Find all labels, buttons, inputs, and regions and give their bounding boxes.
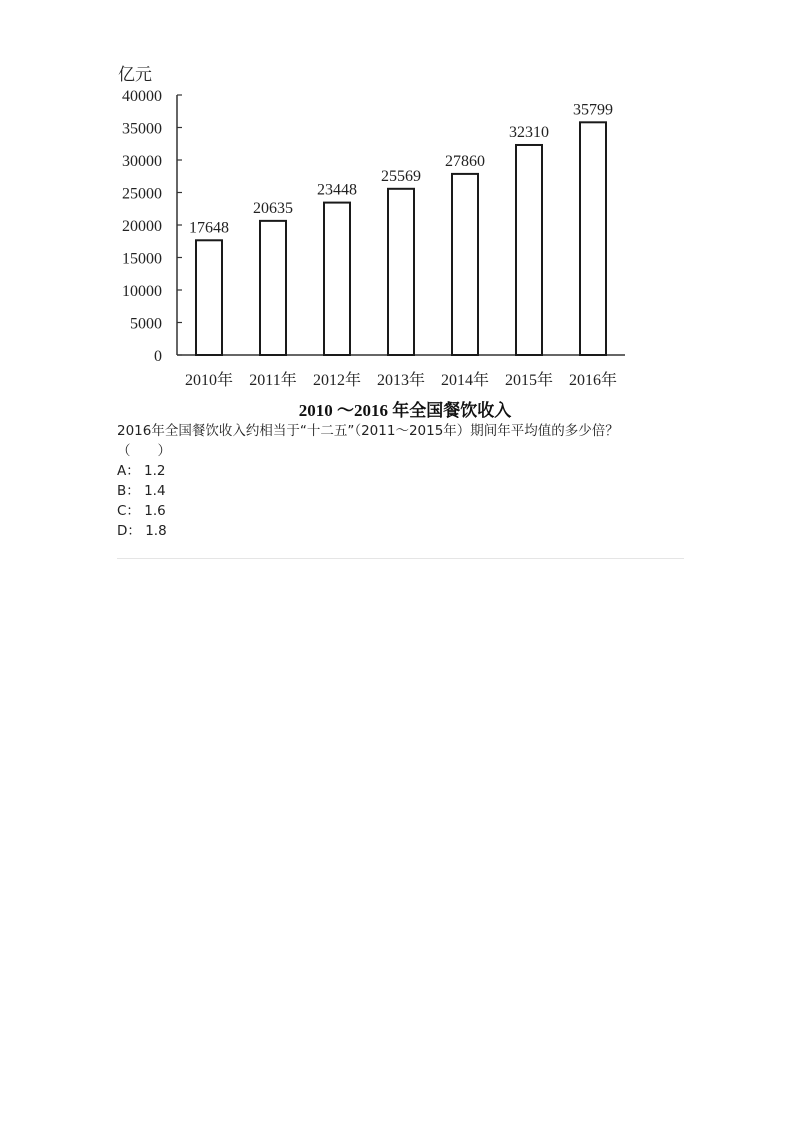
y-axis-unit-label: 亿元 (118, 65, 152, 84)
option-value: 1.8 (145, 523, 167, 539)
y-tick-label: 30000 (122, 153, 162, 170)
bar-2010年 (196, 240, 222, 355)
answer-blank: （ ） (117, 443, 171, 459)
y-tick-label: 35000 (122, 120, 162, 138)
x-tick-label: 2016年 (568, 372, 618, 389)
y-tick-label: 25000 (122, 185, 162, 203)
data-label: 32310 (509, 123, 549, 141)
data-label: 20635 (253, 199, 293, 217)
y-tick-label: 40000 (122, 88, 162, 105)
y-tick-label: 20000 (122, 218, 162, 235)
option-letter: B： (117, 483, 140, 499)
bars-group (196, 122, 606, 355)
y-tick-label: 0 (154, 348, 162, 365)
y-axis-ticks (122, 88, 182, 365)
bar-2013年 (388, 189, 414, 355)
bar-2011年 (260, 221, 286, 355)
question-block (117, 421, 687, 541)
x-tick-label: 2010年 (184, 372, 234, 389)
bar-2016年 (580, 122, 606, 355)
data-label: 17648 (189, 219, 229, 237)
option-value: 1.4 (144, 483, 166, 499)
x-tick-label: 2014年 (440, 372, 490, 389)
y-tick-label: 5000 (130, 315, 162, 333)
option-value: 1.2 (144, 463, 166, 479)
data-label: 23448 (317, 181, 357, 199)
x-tick-label: 2013年 (376, 372, 426, 389)
data-label: 27860 (445, 152, 485, 170)
option-letter: D： (117, 523, 141, 539)
data-label: 35799 (573, 101, 613, 119)
bar-2015年 (516, 145, 542, 355)
option-b[interactable] (117, 481, 687, 501)
option-value: 1.6 (144, 503, 166, 519)
bar-2012年 (324, 203, 350, 355)
x-tick-label: 2012年 (312, 372, 362, 389)
bar-2014年 (452, 174, 478, 355)
option-a[interactable] (117, 461, 687, 481)
option-letter: A： (117, 463, 140, 479)
option-d[interactable] (117, 521, 687, 541)
question-stem: 2016年全国餐饮收入约相当于“十二五”（2011～2015年）期间年平均值的多少倍？ (117, 423, 619, 439)
option-c[interactable] (117, 501, 687, 521)
x-tick-label: 2011年 (249, 372, 297, 389)
x-tick-label: 2015年 (504, 372, 554, 389)
chart-title: 2010 ～2016 年全国餐饮收入 (298, 401, 512, 420)
section-divider (117, 558, 684, 559)
x-axis-labels (185, 370, 617, 389)
bar-chart (0, 0, 800, 420)
option-letter: C： (117, 503, 140, 519)
data-label: 25569 (381, 167, 421, 185)
y-tick-label: 10000 (122, 283, 162, 300)
options-list (117, 461, 687, 541)
y-tick-label: 15000 (122, 250, 162, 268)
